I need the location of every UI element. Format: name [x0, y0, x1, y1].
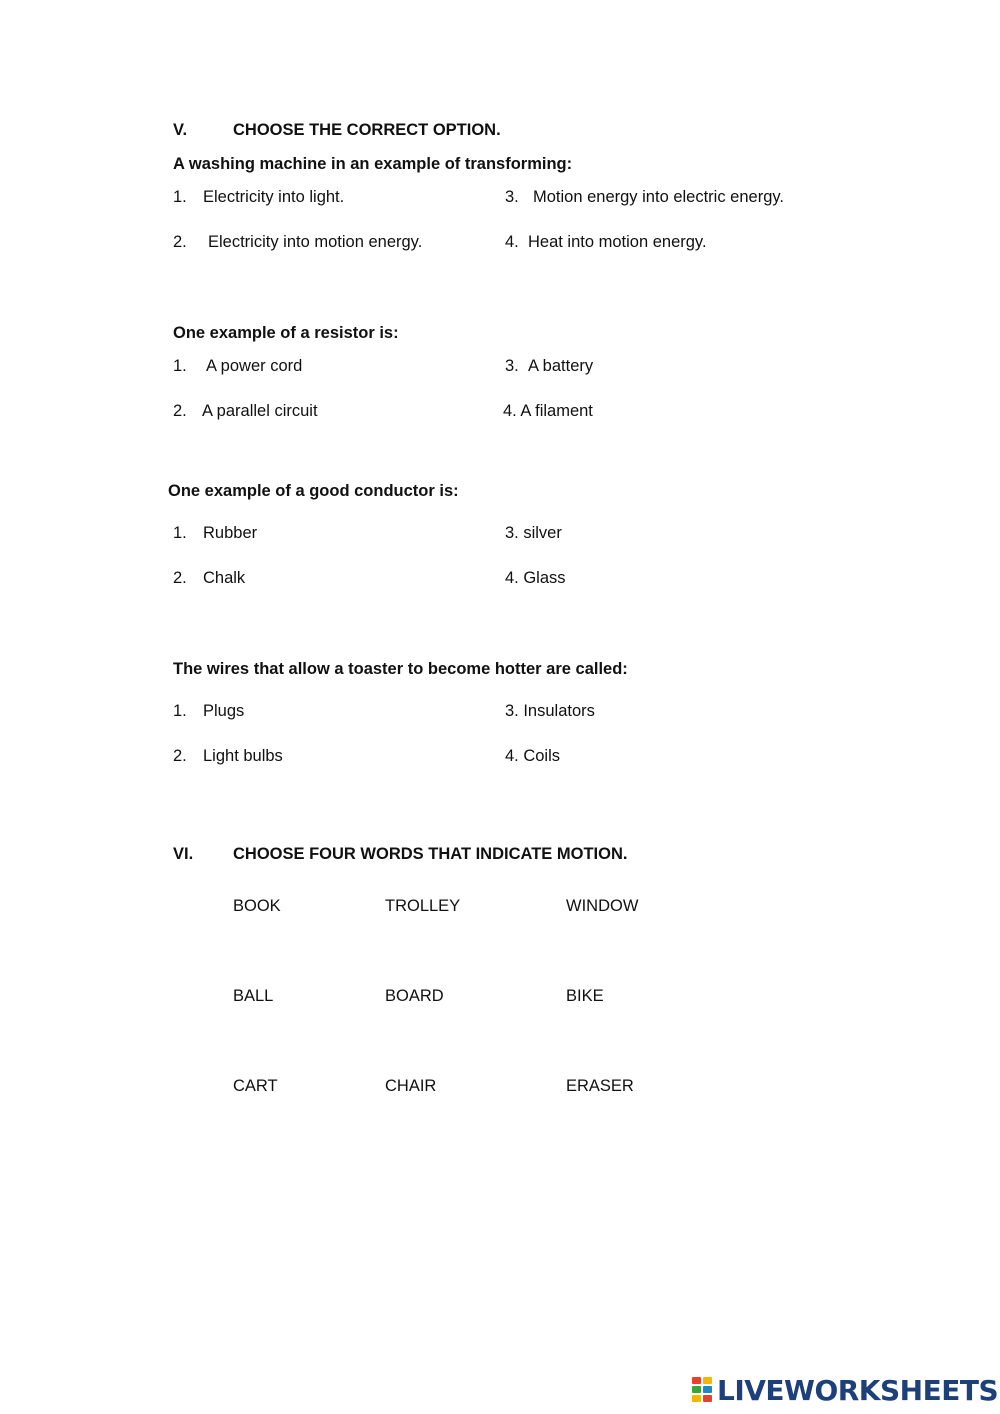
q4-option-3[interactable]: 3. Insulators	[505, 702, 595, 720]
liveworksheets-logo-icon	[692, 1377, 714, 1403]
q1-option-2-text[interactable]: Electricity into motion energy.	[208, 233, 423, 251]
liveworksheets-logo	[692, 1373, 998, 1407]
motion-word-board[interactable]: BOARD	[385, 987, 444, 1005]
q4-option-2-number: 2.	[173, 747, 187, 765]
q3-option-4[interactable]: 4. Glass	[505, 569, 566, 587]
q3-option-2-number: 2.	[173, 569, 187, 587]
q3-option-1-text[interactable]: Rubber	[203, 524, 258, 542]
q2-option-2-text[interactable]: A parallel circuit	[202, 402, 318, 420]
motion-word-trolley[interactable]: TROLLEY	[385, 897, 461, 915]
q1-option-2-number: 2.	[173, 233, 187, 251]
liveworksheets-logo-text: LIVEWORKSHEETS	[717, 1373, 999, 1407]
q4-option-1-number: 1.	[173, 702, 187, 720]
q1-option-4-number: 4.	[505, 233, 519, 251]
motion-word-ball[interactable]: BALL	[233, 987, 274, 1005]
motion-word-window[interactable]: WINDOW	[566, 897, 639, 915]
q3-option-1-number: 1.	[173, 524, 187, 542]
question-4-prompt: The wires that allow a toaster to become hotter are called:	[173, 660, 628, 678]
question-3-prompt: One example of a good conductor is:	[168, 482, 459, 500]
q4-option-1-text[interactable]: Plugs	[203, 702, 245, 720]
q1-option-4-text[interactable]: Heat into motion energy.	[528, 233, 707, 251]
q2-option-3-text[interactable]: A battery	[528, 357, 594, 375]
q1-option-1-text[interactable]: Electricity into light.	[203, 188, 345, 206]
motion-word-bike[interactable]: BIKE	[566, 987, 604, 1005]
section-v-number: V.	[173, 121, 188, 139]
section-v-title: CHOOSE THE CORRECT OPTION.	[233, 121, 501, 139]
motion-word-book[interactable]: BOOK	[233, 897, 281, 915]
q4-option-4[interactable]: 4. Coils	[505, 747, 561, 765]
q2-option-1-number: 1.	[173, 357, 187, 375]
motion-word-eraser[interactable]: ERASER	[566, 1077, 634, 1095]
q2-option-3-number: 3.	[505, 357, 519, 375]
q2-option-4[interactable]: 4. A filament	[503, 402, 593, 420]
q3-option-3[interactable]: 3. silver	[505, 524, 562, 542]
q1-option-3-text[interactable]: Motion energy into electric energy.	[533, 188, 784, 206]
q4-option-2-text[interactable]: Light bulbs	[203, 747, 283, 765]
section-vi-number: VI.	[173, 845, 194, 863]
q3-option-2-text[interactable]: Chalk	[203, 569, 246, 587]
motion-word-chair[interactable]: CHAIR	[385, 1077, 437, 1095]
question-1-prompt: A washing machine in an example of transforming:	[173, 155, 573, 173]
q1-option-3-number: 3.	[505, 188, 519, 206]
motion-word-cart[interactable]: CART	[233, 1077, 278, 1095]
q2-option-1-text[interactable]: A power cord	[206, 357, 303, 375]
q2-option-2-number: 2.	[173, 402, 187, 420]
section-vi-title: CHOOSE FOUR WORDS THAT INDICATE MOTION.	[233, 845, 628, 863]
q1-option-1-number: 1.	[173, 188, 187, 206]
question-2-prompt: One example of a resistor is:	[173, 324, 399, 342]
